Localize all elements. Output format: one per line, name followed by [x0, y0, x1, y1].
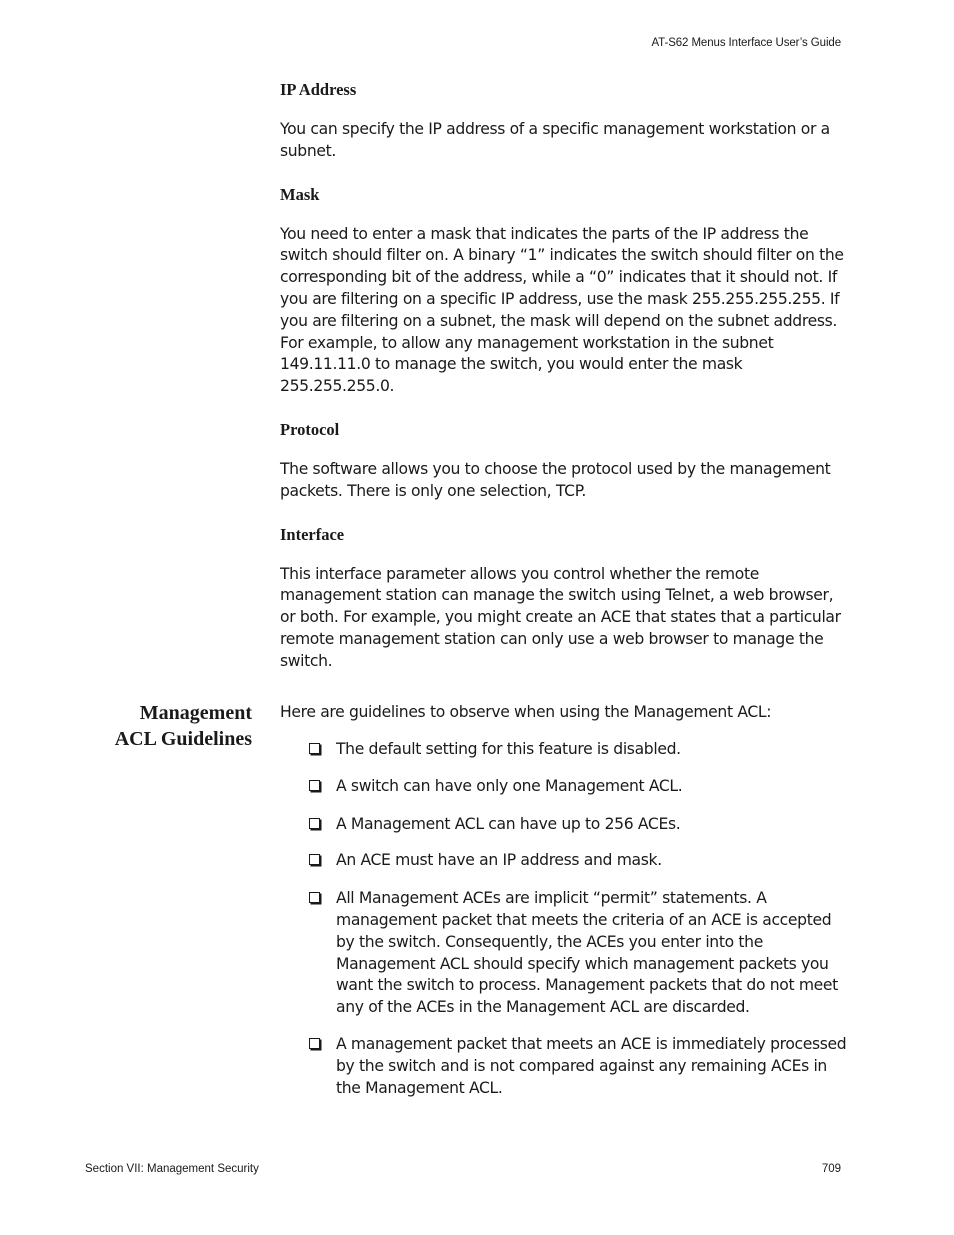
list-item [307, 1034, 847, 1099]
guidelines-list [307, 739, 847, 1099]
checkbox-bullet-icon [309, 818, 320, 829]
interface-heading: Interface [280, 524, 345, 544]
list-item-text: A management packet that meets an ACE is immediately processed by the switch and is not compared against any remaining ACEs in the Management ACL. [336, 1034, 847, 1097]
checkbox-bullet-icon [309, 892, 320, 903]
interface-body: This interface parameter allows you control whether the remote management station can manage the switch using Telnet, a web browser, or both. For example, you might create an ACE that states that a particular remote management station can only use a web browser to manage the switch. [280, 564, 841, 670]
list-item-text: The default setting for this feature is disabled. [336, 740, 681, 758]
section-title-line-2: ACL Guidelines [114, 728, 252, 750]
checkbox-bullet-icon [309, 743, 320, 754]
list-item [307, 888, 847, 1019]
running-header: AT-S62 Menus Interface User’s Guide [651, 37, 841, 49]
checkbox-bullet-icon [309, 780, 320, 791]
mask-body: You need to enter a mask that indicates the parts of the IP address the switch should filter on. A binary “1” indicates the switch should filter on the corresponding bit of the address, while a “0” indicates that it should not. If you are filtering on a specific IP address, use the mask 255.255.255.255. If you are filtering on a subnet, the mask will depend on the subnet address. For example, to allow any management workstation in the subnet 149.11.11.0 to manage the switch, you would enter the mask 255.255.255.0. [280, 224, 844, 396]
list-item [307, 739, 847, 761]
list-item-text: A Management ACL can have up to 256 ACEs. [336, 814, 681, 833]
list-item [307, 814, 847, 836]
list-item [307, 850, 847, 872]
ip-address-body: You can specify the IP address of a specific management workstation or a subnet. [280, 120, 830, 160]
protocol-body: The software allows you to choose the protocol used by the management packets. There is only one selection, TCP. [280, 459, 831, 500]
ip-address-heading: IP Address [280, 80, 357, 99]
list-item-text: A switch can have only one Management ACL. [336, 776, 683, 795]
page-number: 709 [821, 1163, 841, 1175]
checkbox-bullet-icon [309, 1038, 320, 1049]
section-title-line-1: Management [139, 702, 252, 724]
checkbox-bullet-icon [309, 854, 320, 865]
guidelines-intro: Here are guidelines to observe when using the Management ACL: [280, 703, 772, 721]
management-acl-guidelines-title [60, 700, 252, 752]
protocol-heading: Protocol [280, 419, 340, 439]
list-item [307, 776, 847, 798]
footer-section-label: Section VII: Management Security [85, 1163, 259, 1175]
list-item-text: An ACE must have an IP address and mask. [336, 851, 662, 870]
list-item-text: All Management ACEs are implicit “permit” statements. A management packet that meets the criteria of an ACE is accepted by the switch. Consequently, the ACEs you enter into the Management ACL should specify which management packets you want the switch to process. Management packets that do not meet any of the ACEs in the Management ACL are discarded. [336, 889, 838, 1017]
mask-heading: Mask [280, 184, 320, 204]
field-descriptions [280, 78, 845, 673]
